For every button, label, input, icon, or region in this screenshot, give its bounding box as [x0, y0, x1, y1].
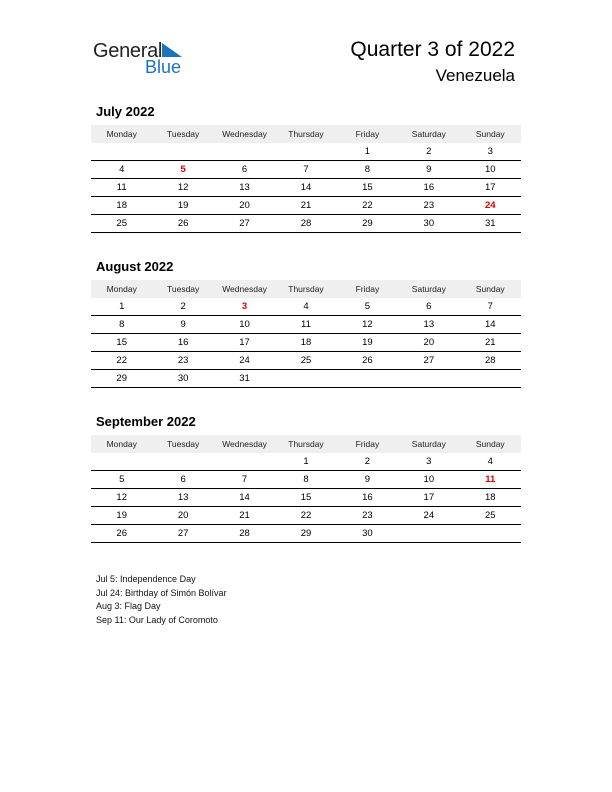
weekday-header: Tuesday: [152, 280, 213, 298]
day-cell: 24: [398, 507, 459, 525]
week-row: [91, 316, 521, 334]
weekday-header: Wednesday: [214, 435, 275, 453]
day-cell: 25: [275, 352, 336, 370]
weekday-header: Monday: [91, 280, 152, 298]
day-cell: 13: [152, 489, 213, 507]
empty-day-cell: [152, 143, 213, 161]
day-cell: 9: [152, 316, 213, 334]
weekday-header: Wednesday: [214, 280, 275, 298]
day-cell: 26: [91, 525, 152, 543]
week-row: [91, 471, 521, 489]
week-row: [91, 525, 521, 543]
empty-day-cell: [398, 370, 459, 388]
weekday-header: Friday: [337, 125, 398, 143]
day-cell: 17: [214, 334, 275, 352]
day-cell: 31: [214, 370, 275, 388]
day-cell: 21: [275, 197, 336, 215]
weekday-header: Sunday: [460, 280, 521, 298]
day-cell: 12: [152, 179, 213, 197]
day-cell: 25: [91, 215, 152, 233]
day-cell: 10: [460, 161, 521, 179]
holiday-note: Jul 24: Birthday of Simón Bolívar: [96, 587, 227, 598]
day-cell: 22: [337, 197, 398, 215]
day-cell: 3: [398, 453, 459, 471]
empty-day-cell: [460, 370, 521, 388]
day-cell: 14: [214, 489, 275, 507]
day-cell: 28: [460, 352, 521, 370]
day-cell: 19: [152, 197, 213, 215]
day-cell: 15: [337, 179, 398, 197]
holiday-note: Jul 5: Independence Day: [96, 574, 196, 584]
week-row: [91, 352, 521, 370]
day-cell: 22: [91, 352, 152, 370]
generalblue-logo: [93, 40, 193, 80]
day-cell: 29: [275, 525, 336, 543]
week-row: [91, 489, 521, 507]
day-cell: 19: [91, 507, 152, 525]
holiday-day-cell: 5: [152, 161, 213, 179]
day-cell: 6: [398, 298, 459, 316]
page-title: Quarter 3 of 2022: [350, 38, 515, 61]
day-cell: 28: [214, 525, 275, 543]
day-cell: 2: [398, 143, 459, 161]
day-cell: 31: [460, 215, 521, 233]
day-cell: 27: [398, 352, 459, 370]
day-cell: 23: [398, 197, 459, 215]
holiday-day-cell: 3: [214, 298, 275, 316]
week-row: [91, 334, 521, 352]
month-august: [91, 259, 521, 388]
day-cell: 6: [152, 471, 213, 489]
day-cell: 19: [337, 334, 398, 352]
month-july: [91, 104, 521, 233]
day-cell: 10: [214, 316, 275, 334]
day-cell: 8: [337, 161, 398, 179]
day-cell: 7: [460, 298, 521, 316]
holiday-note: Sep 11: Our Lady of Coromoto: [96, 614, 218, 625]
day-cell: 26: [152, 215, 213, 233]
day-cell: 14: [275, 179, 336, 197]
weekday-header: Monday: [91, 125, 152, 143]
day-cell: 25: [460, 507, 521, 525]
weekday-header: Wednesday: [214, 125, 275, 143]
day-cell: 12: [91, 489, 152, 507]
day-cell: 23: [337, 507, 398, 525]
day-cell: 18: [275, 334, 336, 352]
week-row: [91, 179, 521, 197]
week-row: [91, 298, 521, 316]
day-cell: 8: [91, 316, 152, 334]
day-cell: 17: [460, 179, 521, 197]
day-cell: 26: [337, 352, 398, 370]
day-cell: 15: [91, 334, 152, 352]
day-cell: 3: [460, 143, 521, 161]
empty-day-cell: [91, 143, 152, 161]
day-cell: 21: [214, 507, 275, 525]
day-cell: 5: [91, 471, 152, 489]
weekday-header: Sunday: [460, 125, 521, 143]
weekday-header: Saturday: [398, 125, 459, 143]
month-calendar-table: [91, 280, 521, 388]
day-cell: 11: [275, 316, 336, 334]
day-cell: 29: [337, 215, 398, 233]
week-row: [91, 507, 521, 525]
holiday-notes: [96, 573, 227, 627]
week-row: [91, 143, 521, 161]
month-calendar-table: [91, 125, 521, 233]
empty-day-cell: [337, 370, 398, 388]
weekday-header: Monday: [91, 435, 152, 453]
day-cell: 18: [91, 197, 152, 215]
empty-day-cell: [214, 453, 275, 471]
weekday-header: Thursday: [275, 125, 336, 143]
day-cell: 23: [152, 352, 213, 370]
day-cell: 16: [152, 334, 213, 352]
month-title: July 2022: [96, 104, 155, 119]
day-cell: 9: [398, 161, 459, 179]
weekday-header: Saturday: [398, 435, 459, 453]
holiday-note: Aug 3: Flag Day: [96, 601, 161, 611]
weekday-header: Saturday: [398, 280, 459, 298]
day-cell: 14: [460, 316, 521, 334]
weekday-header-row: [91, 280, 521, 298]
empty-day-cell: [214, 143, 275, 161]
month-calendar-table: [91, 435, 521, 543]
day-cell: 28: [275, 215, 336, 233]
day-cell: 30: [152, 370, 213, 388]
day-cell: 1: [337, 143, 398, 161]
day-cell: 11: [91, 179, 152, 197]
day-cell: 6: [214, 161, 275, 179]
day-cell: 7: [214, 471, 275, 489]
day-cell: 30: [398, 215, 459, 233]
week-row: [91, 197, 521, 215]
day-cell: 4: [275, 298, 336, 316]
month-september: [91, 414, 521, 543]
empty-day-cell: [152, 453, 213, 471]
day-cell: 2: [152, 298, 213, 316]
weekday-header: Friday: [337, 435, 398, 453]
day-cell: 18: [460, 489, 521, 507]
week-row: [91, 161, 521, 179]
day-cell: 1: [91, 298, 152, 316]
weekday-header: Thursday: [275, 280, 336, 298]
day-cell: 1: [275, 453, 336, 471]
week-row: [91, 370, 521, 388]
day-cell: 30: [337, 525, 398, 543]
day-cell: 2: [337, 453, 398, 471]
day-cell: 24: [214, 352, 275, 370]
day-cell: 21: [460, 334, 521, 352]
day-cell: 15: [275, 489, 336, 507]
day-cell: 27: [152, 525, 213, 543]
day-cell: 27: [214, 215, 275, 233]
logo-general-text: General: [93, 40, 163, 62]
day-cell: 7: [275, 161, 336, 179]
week-row: [91, 453, 521, 471]
day-cell: 20: [398, 334, 459, 352]
day-cell: 17: [398, 489, 459, 507]
month-title: September 2022: [96, 414, 196, 429]
weekday-header: Tuesday: [152, 125, 213, 143]
day-cell: 13: [214, 179, 275, 197]
holiday-day-cell: 24: [460, 197, 521, 215]
day-cell: 5: [337, 298, 398, 316]
weekday-header: Friday: [337, 280, 398, 298]
logo-blue-text: Blue: [145, 57, 182, 77]
empty-day-cell: [275, 370, 336, 388]
week-row: [91, 215, 521, 233]
weekday-header: Thursday: [275, 435, 336, 453]
empty-day-cell: [460, 525, 521, 543]
country-name: Venezuela: [435, 66, 515, 85]
day-cell: 13: [398, 316, 459, 334]
day-cell: 4: [91, 161, 152, 179]
day-cell: 20: [214, 197, 275, 215]
day-cell: 22: [275, 507, 336, 525]
day-cell: 12: [337, 316, 398, 334]
weekday-header-row: [91, 125, 521, 143]
day-cell: 20: [152, 507, 213, 525]
day-cell: 4: [460, 453, 521, 471]
empty-day-cell: [91, 453, 152, 471]
empty-day-cell: [275, 143, 336, 161]
empty-day-cell: [398, 525, 459, 543]
day-cell: 16: [398, 179, 459, 197]
day-cell: 8: [275, 471, 336, 489]
day-cell: 29: [91, 370, 152, 388]
day-cell: 16: [337, 489, 398, 507]
holiday-day-cell: 11: [460, 471, 521, 489]
day-cell: 10: [398, 471, 459, 489]
month-title: August 2022: [96, 259, 174, 274]
weekday-header-row: [91, 435, 521, 453]
weekday-header: Tuesday: [152, 435, 213, 453]
weekday-header: Sunday: [460, 435, 521, 453]
day-cell: 9: [337, 471, 398, 489]
